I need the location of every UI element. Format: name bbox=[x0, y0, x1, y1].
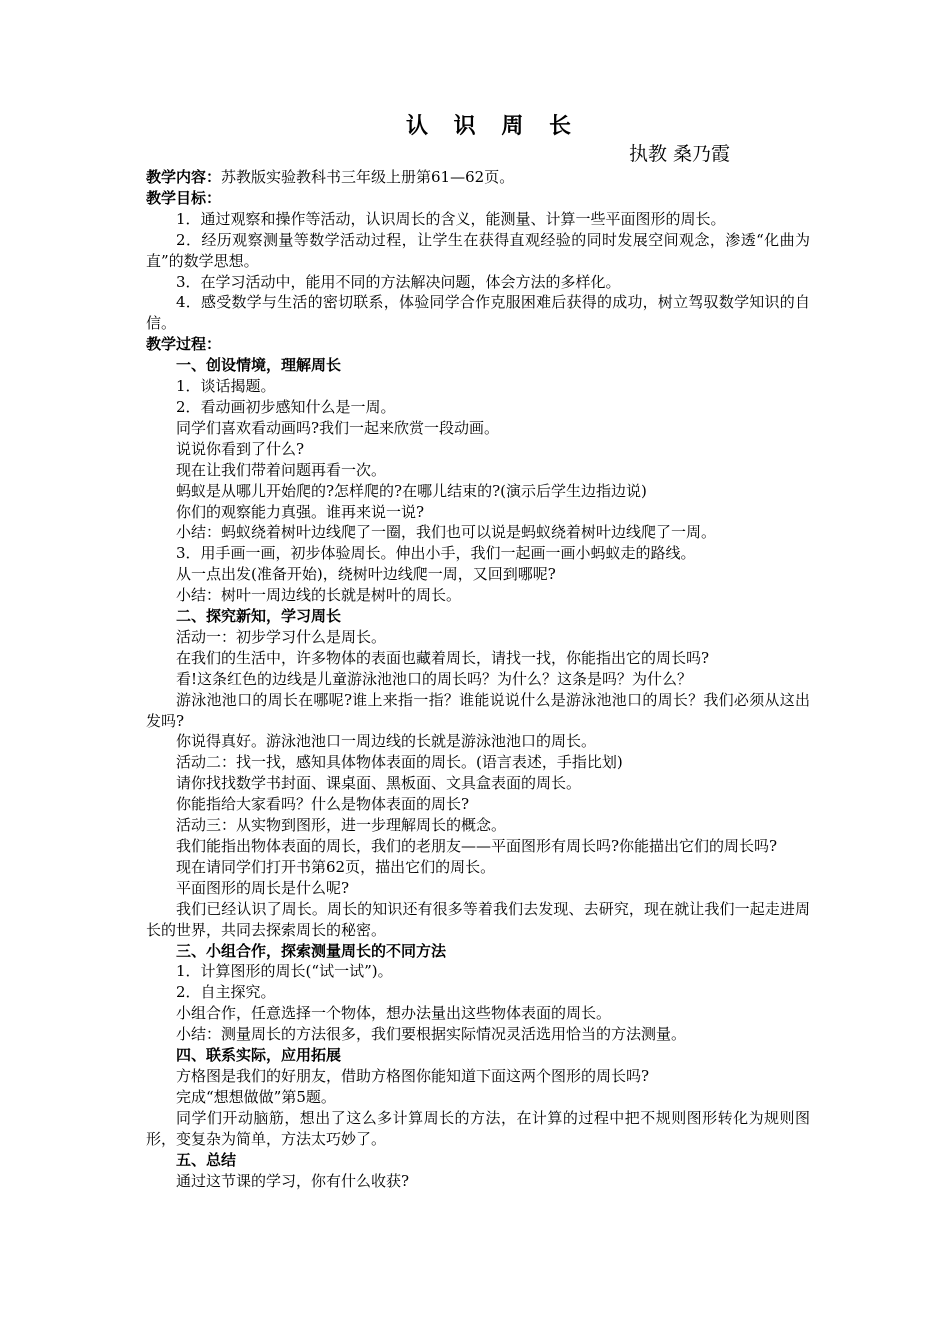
section-heading: 四、联系实际，应用拓展 bbox=[176, 1046, 342, 1065]
teaching-content-text: 苏教版实验教科书三年级上册第61—62页。 bbox=[221, 168, 515, 186]
paragraph: 现在请同学们打开书第62页，描出它们的周长。 bbox=[176, 857, 496, 876]
objectives-heading: 教学目标： bbox=[146, 188, 222, 207]
paragraph: 1．计算图形的周长(“试一试”)。 bbox=[176, 962, 393, 981]
document-title: 认 识 周 长 bbox=[406, 113, 580, 139]
paragraph: 2．自主探究。 bbox=[176, 983, 276, 1002]
objective-item: 2．经历观察测量等数学活动过程，让学生在获得直观经验的同时发展空间观念，渗透“化曲为直”的数学思想。 bbox=[146, 230, 810, 270]
paragraph: 你能指给大家看吗？什么是物体表面的周长? bbox=[176, 795, 470, 814]
paragraph: 请你找找数学书封面、课桌面、黑板面、文具盒表面的周长。 bbox=[176, 774, 582, 793]
objective-item: 4．感受数学与生活的密切联系，体验同学合作克服困难后获得的成功，树立驾驭数学知识的自信。 bbox=[146, 293, 810, 333]
paragraph: 活动三：从实物到图形，进一步理解周长的概念。 bbox=[176, 816, 507, 835]
paragraph: 现在让我们带着问题再看一次。 bbox=[176, 460, 387, 479]
section-heading: 二、探究新知，学习周长 bbox=[176, 607, 342, 626]
paragraph: 小结：测量周长的方法很多，我们要根据实际情况灵活选用恰当的方法测量。 bbox=[176, 1025, 687, 1044]
paragraph: 我们能指出物体表面的周长，我们的老朋友——平面图形有周长吗?你能描出它们的周长吗? bbox=[176, 837, 778, 855]
paragraph: 说说你看到了什么? bbox=[176, 439, 305, 458]
paragraph: 1．谈话揭题。 bbox=[176, 377, 276, 396]
process-heading: 教学过程： bbox=[146, 335, 222, 354]
paragraph: 在我们的生活中，许多物体的表面也藏着周长，请找一找，你能指出它的周长吗? bbox=[176, 648, 710, 667]
paragraph: 我们已经认识了周长。周长的知识还有很多等着我们去发现、去研究，现在就让我们一起走进周长的世界，共同去探索周长的秘密。 bbox=[146, 899, 810, 939]
paragraph: 同学们开动脑筋，想出了这么多计算周长的方法，在计算的过程中把不规则图形转化为规则图形，变复杂为简单，方法太巧妙了。 bbox=[146, 1108, 810, 1148]
paragraph: 通过这节课的学习，你有什么收获? bbox=[176, 1171, 410, 1190]
paragraph: 活动一：初步学习什么是周长。 bbox=[176, 627, 387, 646]
objective-item: 1．通过观察和操作等活动，认识周长的含义，能测量、计算一些平面图形的周长。 bbox=[176, 209, 726, 228]
paragraph: 小结：蚂蚁绕着树叶边线爬了一圈，我们也可以说是蚂蚁绕着树叶边线爬了一周。 bbox=[176, 523, 717, 542]
teaching-content bbox=[146, 167, 810, 188]
paragraph: 你们的观察能力真强。谁再来说一说? bbox=[176, 502, 425, 521]
author-line: 执教 桑乃霞 bbox=[628, 143, 730, 165]
paragraph: 看!这条红色的边线是儿童游泳池池口的周长吗？为什么？这条是吗？为什么？ bbox=[176, 669, 693, 688]
objective-item: 3．在学习活动中，能用不同的方法解决问题，体会方法的多样化。 bbox=[176, 272, 621, 291]
paragraph: 同学们喜欢看动画吗?我们一起来欣赏一段动画。 bbox=[176, 418, 500, 437]
section-heading: 三、小组合作，探索测量周长的不同方法 bbox=[176, 941, 447, 960]
paragraph: 完成“想想做做”第5题。 bbox=[176, 1087, 336, 1106]
section-heading: 一、创设情境，理解周长 bbox=[176, 356, 342, 375]
paragraph: 平面图形的周长是什么呢? bbox=[176, 878, 350, 897]
paragraph: 游泳池池口的周长在哪呢?谁上来指一指？谁能说说什么是游泳池池口的周长？我们必须从这出发吗? bbox=[146, 690, 810, 730]
paragraph: 蚂蚁是从哪儿开始爬的?怎样爬的?在哪儿结束的?(演示后学生边指边说) bbox=[176, 481, 647, 500]
paragraph: 小组合作，任意选择一个物体，想办法量出这些物体表面的周长。 bbox=[176, 1004, 612, 1023]
paragraph: 你说得真好。游泳池池口一周边线的长就是游泳池池口的周长。 bbox=[176, 732, 597, 751]
teaching-content-label: 教学内容： bbox=[146, 168, 222, 186]
paragraph: 2．看动画初步感知什么是一周。 bbox=[176, 397, 396, 416]
paragraph: 小结：树叶一周边线的长就是树叶的周长。 bbox=[176, 586, 462, 605]
paragraph: 从一点出发(准备开始)，绕树叶边线爬一周，又回到哪呢? bbox=[176, 565, 556, 584]
section-heading: 五、总结 bbox=[176, 1150, 237, 1169]
paragraph: 方格图是我们的好朋友，借助方格图你能知道下面这两个图形的周长吗? bbox=[176, 1066, 650, 1085]
paragraph: 3．用手画一画，初步体验周长。伸出小手，我们一起画一画小蚂蚁走的路线。 bbox=[176, 544, 696, 563]
paragraph: 活动二：找一找，感知具体物体表面的周长。(语言表述，手指比划) bbox=[176, 753, 623, 772]
